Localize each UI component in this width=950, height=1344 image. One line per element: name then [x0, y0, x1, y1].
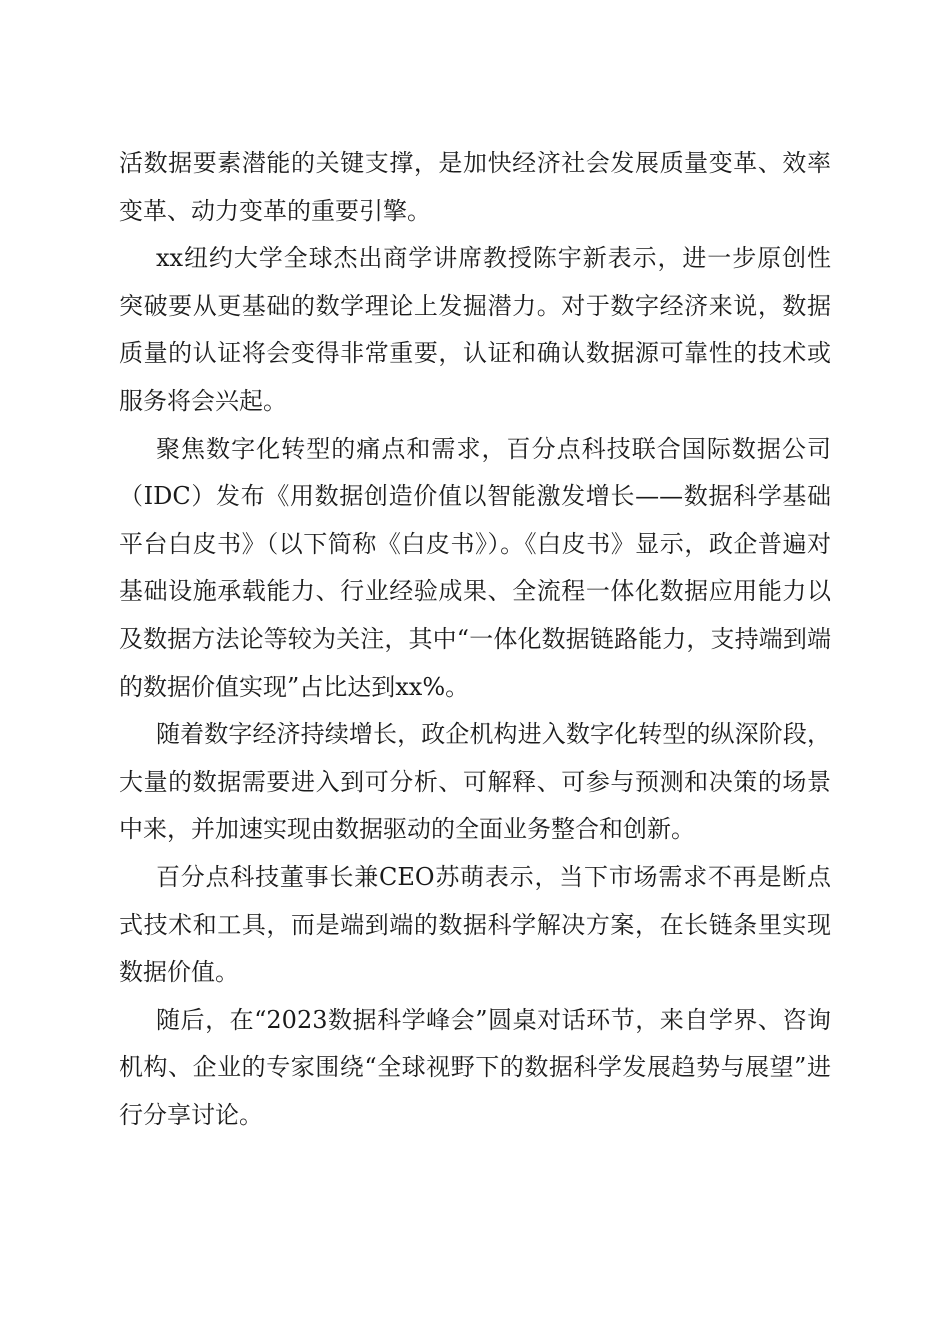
paragraph: 随后，在“2023数据科学峰会”圆桌对话环节，来自学界、咨询机构、企业的专家围绕“全球视野下的数据科学发展趋势与展望”进行分享讨论。	[119, 1005, 831, 1129]
paragraph: 聚焦数字化转型的痛点和需求，百分点科技联合国际数据公司（IDC）发布《用数据创造价值以智能激发增长——数据科学基础平台白皮书》（以下简称《白皮书》）。《白皮书》显示，政企普遍对基础设施承载能力、行业经验成果、全流程一体化数据应用能力以及数据方法论等较为关注，其中“一体化数据链路能力，支持端到端的数据价值实现”占比达到xx%。	[119, 434, 831, 701]
paragraph-continuation: 活数据要素潜能的关键支撑，是加快经济社会发展质量变革、效率变革、动力变革的重要引擎。	[119, 149, 831, 225]
paragraph: 百分点科技董事长兼CEO苏萌表示，当下市场需求不再是断点式技术和工具，而是端到端的数据科学解决方案，在长链条里实现数据价值。	[119, 862, 831, 987]
paragraph: 随着数字经济持续增长，政企机构进入数字化转型的纵深阶段，大量的数据需要进入到可分析、可解释、可参与预测和决策的场景中来，并加速实现由数据驱动的全面业务整合和创新。	[119, 720, 831, 844]
body-text	[119, 140, 831, 1139]
paragraph: xx纽约大学全球杰出商学讲席教授陈宇新表示，进一步原创性突破要从更基础的数学理论上发掘潜力。对于数字经济来说，数据质量的认证将会变得非常重要，认证和确认数据源可靠性的技术或服务将会兴起。	[119, 244, 831, 415]
